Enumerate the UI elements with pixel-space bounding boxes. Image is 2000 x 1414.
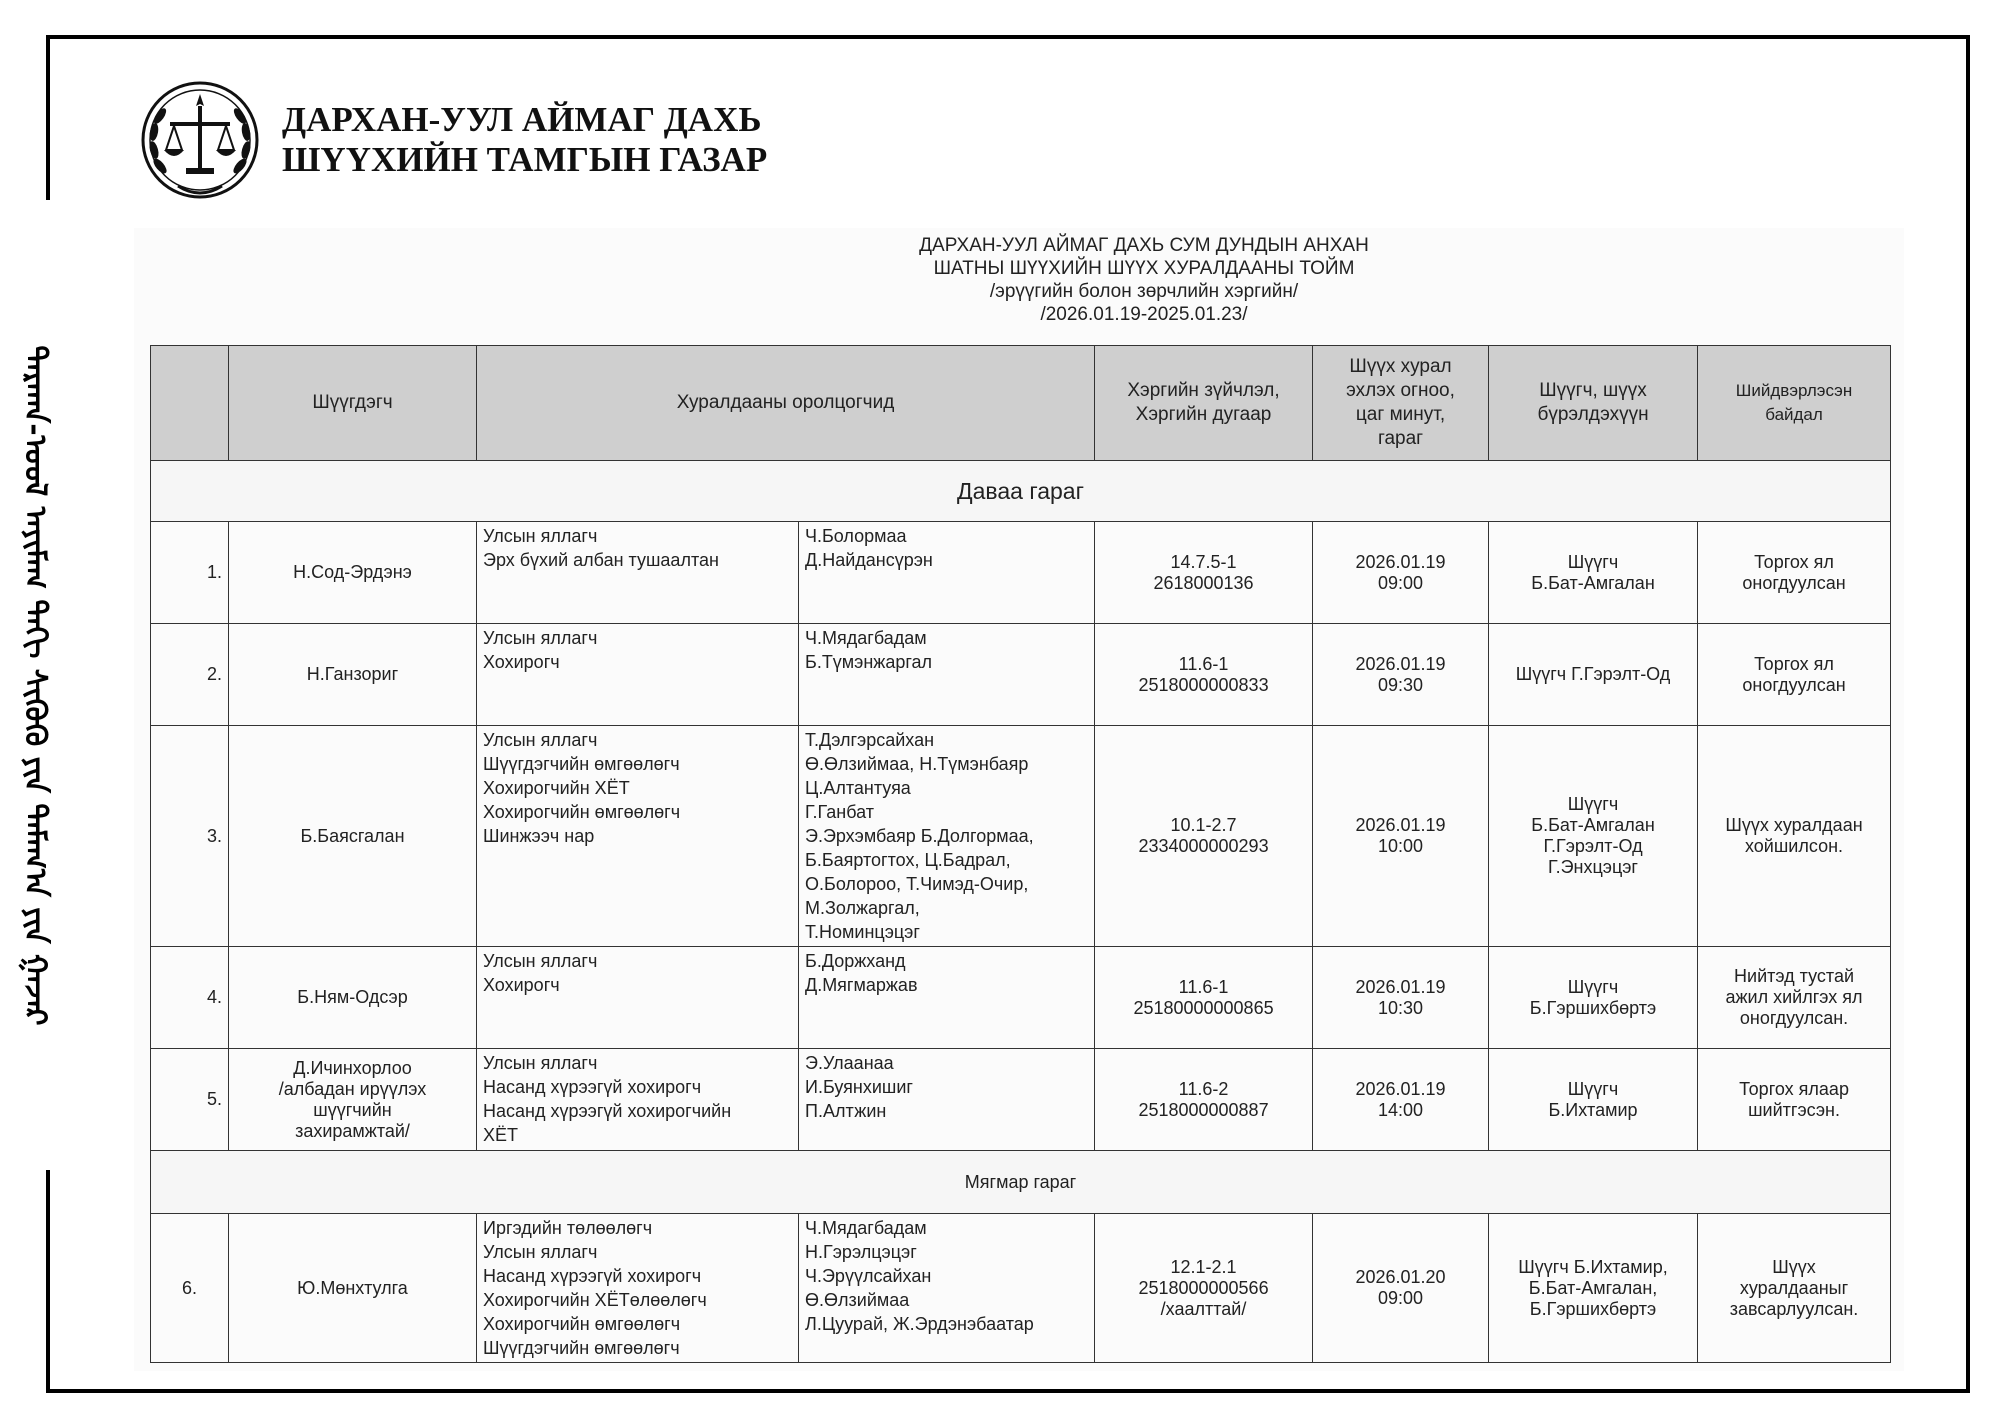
- judge-cell: [1489, 522, 1698, 624]
- start-cell-line: 2026.01.19: [1355, 1078, 1446, 1099]
- roles-cell-line: Хохирогчийн ХЁТөлөөлөгч: [483, 1290, 707, 1310]
- names-cell-line: Н.Гэрэлцэцэг: [805, 1242, 917, 1262]
- names-cell-line: Д.Найдансүрэн: [805, 550, 933, 570]
- case-cell: [1095, 624, 1313, 726]
- case-cell-line: 12.1-2.1: [1170, 1256, 1237, 1277]
- names-cell: [799, 1049, 1095, 1151]
- defendant-cell-line: Д.Ичинхорлоо: [293, 1057, 412, 1078]
- roles-cell-line: Хохирогчийн өмгөөлөгч: [483, 802, 681, 822]
- roles-cell-line: Хохирогчийн өмгөөлөгч: [483, 1314, 681, 1334]
- defendant-cell: [229, 726, 477, 947]
- start-cell-line: 2026.01.19: [1355, 976, 1446, 997]
- judge-cell-line: Б.Бат-Амгалан,: [1528, 1277, 1658, 1298]
- roles-cell-line: Шинжээч нар: [483, 826, 595, 846]
- defendant-cell: [229, 1214, 477, 1363]
- judge-cell-line: Шүүгч: [1567, 551, 1619, 572]
- names-cell-line: Ч.Эрүүлсайхан: [805, 1266, 932, 1286]
- case-cell-line: 11.6-1: [1178, 976, 1229, 997]
- header-decision: Шийдвэрлэсэн байдал: [1698, 346, 1891, 461]
- decision-cell: [1698, 1049, 1891, 1151]
- start-cell: [1313, 1214, 1489, 1363]
- names-cell: [799, 726, 1095, 947]
- court-emblem-icon: [138, 76, 262, 206]
- roles-cell-line: Улсын яллагч: [483, 951, 598, 971]
- start-cell: [1313, 624, 1489, 726]
- case-cell-line: 2518000000566: [1138, 1277, 1269, 1298]
- decision-cell: [1698, 1214, 1891, 1363]
- decision-cell-line: Торгох ял: [1754, 551, 1834, 572]
- defendant-cell: [229, 1049, 477, 1151]
- decision-cell-line: оногдуулсан: [1742, 674, 1846, 695]
- start-cell-line: 2026.01.19: [1355, 653, 1446, 674]
- judge-cell-line: Б.Гэршихбөртэ: [1529, 997, 1657, 1018]
- case-cell-line: 2618000136: [1153, 572, 1254, 593]
- defendant-cell-line: Ю.Мөнхтулга: [297, 1277, 408, 1298]
- names-cell-line: Ч.Мядагбадам: [805, 628, 927, 648]
- case-cell-line: 11.6-2: [1178, 1078, 1229, 1099]
- names-cell-line: Б.Түмэнжаргал: [805, 652, 933, 672]
- case-cell-line: 25180000000865: [1133, 997, 1274, 1018]
- header-judge: Шүүгч, шүүх бүрэлдэхүүн: [1489, 346, 1698, 461]
- roles-cell: [477, 1049, 799, 1151]
- names-cell-line: Т.Номинцэцэг: [805, 922, 920, 942]
- roles-cell-line: Хохирогчийн ХЁТ: [483, 778, 630, 798]
- row-number: 3.: [151, 726, 229, 947]
- table-row: [151, 522, 1891, 624]
- roles-cell-line: ХЁТ: [483, 1125, 519, 1145]
- defendant-cell-line: Н.Ганзориг: [306, 664, 399, 684]
- case-cell-line: 10.1-2.7: [1170, 815, 1237, 835]
- defendant-cell: [229, 522, 477, 624]
- start-cell: [1313, 522, 1489, 624]
- table-header-row: [151, 346, 1891, 461]
- row-number: 4.: [151, 947, 229, 1049]
- case-cell: [1095, 726, 1313, 947]
- row-number: 6.: [151, 1214, 229, 1363]
- table-row: [151, 726, 1891, 947]
- judge-cell-line: Б.Ихтамир: [1548, 1099, 1638, 1120]
- side-script-text: ᠳᠠᠷᠬᠠᠨ-ᠤᠤᠯ ᠠᠶᠢᠮᠠᠭ ᠳᠠᠬᠢ ᠱᠢᠭᠦᠬᠦ ᠶᠢᠨ ᠲᠠᠮᠠᠭ᠎ᠠ ᠶᠢᠨ ᠭᠠᠵᠠᠷ: [17, 344, 53, 1026]
- schedule-document: [134, 228, 1904, 1371]
- start-cell: [1313, 726, 1489, 947]
- judge-cell: [1489, 726, 1698, 947]
- case-cell-line: 2518000000833: [1138, 674, 1269, 695]
- names-cell-line: Э.Эрхэмбаяр Б.Долгормаа,: [805, 826, 1034, 846]
- hearing-schedule-table: [150, 345, 1891, 1363]
- judge-cell-line: Шүүгч Г.Гэрэлт-Од: [1515, 664, 1671, 684]
- judge-cell-line: Б.Гэршихбөртэ: [1529, 1298, 1657, 1319]
- judge-cell-line: Б.Бат-Амгалан: [1531, 815, 1655, 835]
- case-cell-line: /хаалттай/: [1160, 1298, 1247, 1319]
- names-cell-line: О.Болороо, Т.Чимэд-Очир,: [805, 874, 1029, 894]
- roles-cell-line: Иргэдийн төлөөлөгч: [483, 1218, 653, 1238]
- judge-cell-line: Шүүгч: [1567, 1078, 1619, 1099]
- table-row: [151, 624, 1891, 726]
- roles-cell-line: Улсын яллагч: [483, 526, 598, 546]
- start-cell-line: 10:30: [1377, 997, 1424, 1018]
- decision-cell-line: завсарлуулсан.: [1729, 1298, 1859, 1319]
- defendant-cell-line: шүүгчийн: [313, 1099, 392, 1120]
- roles-cell: [477, 624, 799, 726]
- roles-cell-line: Шүүгдэгчийн өмгөөлөгч: [483, 1338, 680, 1358]
- case-cell: [1095, 522, 1313, 624]
- defendant-cell: [229, 624, 477, 726]
- case-cell-line: 2518000000887: [1138, 1099, 1269, 1120]
- names-cell-line: Ч.Болормаа: [805, 526, 907, 546]
- defendant-cell-line: Б.Баясгалан: [300, 825, 405, 846]
- roles-cell-line: Хохирогч: [483, 975, 560, 995]
- names-cell-line: Ч.Мядагбадам: [805, 1218, 927, 1238]
- case-cell-line: 2334000000293: [1138, 836, 1269, 856]
- names-cell: [799, 624, 1095, 726]
- decision-cell-line: ажил хийлгэх ял: [1725, 987, 1863, 1007]
- title-line: ШАТНЫ ШҮҮХИЙН ШҮҮХ ХУРАЛДААНЫ ТОЙМ: [933, 258, 1355, 279]
- day-label: Даваа гараг: [151, 461, 1891, 522]
- start-cell: [1313, 947, 1489, 1049]
- names-cell: [799, 1214, 1095, 1363]
- judge-cell-line: Шүүгч: [1567, 794, 1619, 814]
- table-row: [151, 947, 1891, 1049]
- header-num: [151, 346, 229, 461]
- defendant-cell-line: Б.Ням-Одсэр: [297, 987, 408, 1007]
- judge-cell-line: Б.Бат-Амгалан: [1531, 572, 1655, 593]
- case-cell: [1095, 1049, 1313, 1151]
- decision-cell-line: шийтгэсэн.: [1748, 1099, 1840, 1120]
- side-vertical-script: [0, 200, 86, 1170]
- header-participants: Хуралдааны оролцогчид: [477, 346, 1095, 461]
- start-cell-line: 09:00: [1377, 1288, 1424, 1308]
- roles-cell: [477, 726, 799, 947]
- judge-cell-line: Г.Энхцэцэг: [1548, 857, 1638, 877]
- org-line-2: ШҮҮХИЙН ТАМГЫН ГАЗАР: [282, 140, 768, 179]
- judge-cell: [1489, 947, 1698, 1049]
- judge-cell-line: Г.Гэрэлт-Од: [1543, 836, 1643, 856]
- names-cell: [799, 522, 1095, 624]
- roles-cell-line: Хохирогч: [483, 652, 560, 672]
- roles-cell-line: Насанд хүрээгүй хохирогч: [483, 1266, 702, 1286]
- decision-cell: [1698, 522, 1891, 624]
- decision-cell-line: Торгох ялаар: [1739, 1078, 1849, 1099]
- names-cell-line: Ө.Өлзиймаа, Н.Түмэнбаяр: [805, 754, 1029, 774]
- defendant-cell-line: захирамжтай/: [295, 1120, 410, 1141]
- judge-cell: [1489, 624, 1698, 726]
- case-cell-line: 11.6-1: [1178, 653, 1229, 674]
- start-cell-line: 2026.01.19: [1355, 815, 1446, 835]
- start-cell-line: 2026.01.20: [1355, 1267, 1446, 1287]
- header-case: Хэргийн зүйчлэл, Хэргийн дугаар: [1095, 346, 1313, 461]
- roles-cell-line: Улсын яллагч: [483, 1053, 598, 1073]
- decision-cell-line: хойшилсон.: [1745, 836, 1844, 856]
- names-cell-line: Ц.Алтантуяа: [805, 778, 911, 798]
- decision-cell-line: Шүүх хуралдаан: [1725, 815, 1863, 835]
- row-number: 2.: [151, 624, 229, 726]
- day-label: Мягмар гараг: [151, 1151, 1891, 1214]
- names-cell-line: Т.Дэлгэрсайхан: [805, 730, 935, 750]
- defendant-cell-line: Н.Сод-Эрдэнэ: [293, 562, 412, 582]
- row-number: 5.: [151, 1049, 229, 1151]
- decision-cell-line: Шүүх: [1772, 1256, 1816, 1277]
- roles-cell-line: Шүүгдэгчийн өмгөөлөгч: [483, 754, 680, 774]
- defendant-cell-line: /албадан ирүүлэх: [278, 1078, 427, 1099]
- roles-cell-line: Улсын яллагч: [483, 730, 598, 750]
- table-row: [151, 1049, 1891, 1151]
- names-cell-line: И.Буянхишиг: [805, 1077, 913, 1097]
- decision-cell-line: Нийтэд тустай: [1734, 966, 1855, 986]
- document-title: [714, 234, 1574, 326]
- title-line: ДАРХАН-УУЛ АЙМАГ ДАХЬ СУМ ДУНДЫН АНХАН: [919, 235, 1369, 256]
- title-line: /2026.01.19-2025.01.23/: [1040, 304, 1248, 325]
- decision-cell: [1698, 726, 1891, 947]
- decision-cell-line: хуралдааныг: [1739, 1277, 1849, 1298]
- decision-cell-line: оногдуулсан: [1742, 572, 1846, 593]
- org-line-1: ДАРХАН-УУЛ АЙМАГ ДАХЬ: [282, 100, 762, 139]
- roles-cell: [477, 947, 799, 1049]
- judge-cell-line: Шүүгч: [1567, 976, 1619, 997]
- header-defendant: Шүүгдэгч: [229, 346, 477, 461]
- header-start: Шүүх хурал эхлэх огноо, цаг минут, гараг: [1313, 346, 1489, 461]
- names-cell-line: Д.Мягмаржав: [805, 975, 918, 995]
- names-cell-line: Э.Улаанаа: [805, 1053, 894, 1073]
- day-row: [151, 1151, 1891, 1214]
- names-cell-line: Г.Ганбат: [805, 802, 874, 822]
- case-cell-line: 14.7.5-1: [1170, 551, 1237, 572]
- roles-cell-line: Насанд хүрээгүй хохирогч: [483, 1077, 702, 1097]
- names-cell: [799, 947, 1095, 1049]
- names-cell-line: М.Золжаргал,: [805, 898, 920, 918]
- day-row: [151, 461, 1891, 522]
- judge-cell: [1489, 1049, 1698, 1151]
- roles-cell-line: Эрх бүхий албан тушаалтан: [483, 550, 719, 570]
- decision-cell: [1698, 947, 1891, 1049]
- roles-cell: [477, 522, 799, 624]
- start-cell-line: 09:30: [1377, 674, 1424, 695]
- start-cell-line: 2026.01.19: [1355, 551, 1446, 572]
- title-line: /эрүүгийн болон зөрчлийн хэргийн/: [989, 281, 1299, 302]
- start-cell-line: 09:00: [1377, 572, 1424, 593]
- names-cell-line: Б.Доржханд: [805, 951, 906, 971]
- decision-cell: [1698, 624, 1891, 726]
- roles-cell-line: Улсын яллагч: [483, 1242, 598, 1262]
- start-cell: [1313, 1049, 1489, 1151]
- decision-cell-line: Торгох ял: [1754, 653, 1834, 674]
- names-cell-line: Ө.Өлзиймаа: [805, 1290, 910, 1310]
- roles-cell-line: Насанд хүрээгүй хохирогчийн: [483, 1101, 732, 1121]
- table-row: [151, 1214, 1891, 1363]
- names-cell-line: Л.Цуурай, Ж.Эрдэнэбаатар: [805, 1314, 1034, 1334]
- roles-cell: [477, 1214, 799, 1363]
- decision-cell-line: оногдуулсан.: [1739, 1008, 1849, 1028]
- judge-cell-line: Шүүгч Б.Ихтамир,: [1518, 1256, 1668, 1277]
- start-cell-line: 14:00: [1377, 1099, 1424, 1120]
- start-cell-line: 10:00: [1377, 836, 1424, 856]
- row-number: 1.: [151, 522, 229, 624]
- case-cell: [1095, 947, 1313, 1049]
- organization-name: [282, 100, 767, 180]
- defendant-cell: [229, 947, 477, 1049]
- judge-cell: [1489, 1214, 1698, 1363]
- names-cell-line: Б.Баяртогтох, Ц.Бадрал,: [805, 850, 1011, 870]
- names-cell-line: П.Алтжин: [805, 1101, 887, 1121]
- case-cell: [1095, 1214, 1313, 1363]
- roles-cell-line: Улсын яллагч: [483, 628, 598, 648]
